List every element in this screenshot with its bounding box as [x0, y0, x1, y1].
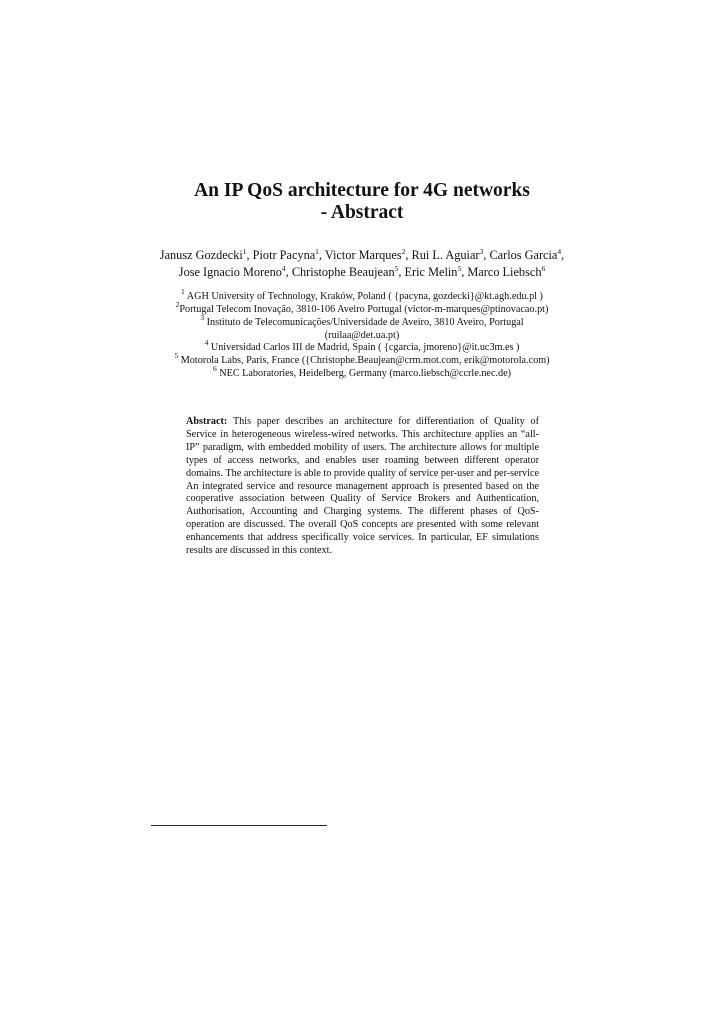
- affiliation-3: [120, 313, 604, 329]
- affiliation-1: [120, 287, 604, 303]
- author-affiliation-mark: 5: [457, 264, 462, 273]
- affiliation-6: [120, 364, 604, 380]
- affiliation-text: AGH University of Technology, Kraków, Poland ( {pacyna, gozdecki}@kt.agh.edu.pl ): [186, 291, 543, 302]
- author-separator: ,: [405, 248, 412, 262]
- affiliation-text: Portugal Telecom Inovação, 3810-106 Aveiro Portugal (victor-m-marques@ptinovacao.pt): [179, 304, 549, 315]
- author-affiliation-mark: 4: [557, 247, 562, 256]
- abstract-text: This paper describes an architecture for differentiation of Quality of Service in heterogeneous wireless-wired networks. This architecture applies an “all-IP” paradigm, with embedded mobility of users. The architecture allows for multiple types of access networks, and enables user roaming between different operator domains. The architecture is able to provide quality of service per-user and per-service An integrated service and resource management approach is presented based on the cooperative association between Quality of Service Brokers and Authentication, Authorisation, Accounting and Charging systems. The different phases of QoS-operation are discussed. The overall QoS concepts are presented with some relevant enhancements that address specifically voice services. In particular, EF simulations results are discussed in this context.: [186, 416, 539, 557]
- abstract-label: Abstract:: [186, 416, 228, 427]
- author-name: Rui L. Aguiar: [411, 248, 480, 262]
- author-separator: ,: [285, 265, 292, 279]
- affiliation-mark: 1: [181, 287, 185, 296]
- author-name: Janusz Gozdecki: [159, 248, 243, 262]
- affiliation-text: Instituto de Telecomunicações/Universidade de Aveiro, 3810 Aveiro, Portugal: [206, 317, 524, 328]
- author-separator: ,: [318, 248, 325, 262]
- affiliation-mark: 3: [200, 313, 205, 322]
- affiliation-4: [120, 338, 604, 354]
- author-name: Eric Melin: [404, 265, 458, 279]
- author-name: Marco Liebsch: [467, 265, 542, 279]
- author-name: Christophe Beaujean: [291, 265, 395, 279]
- author-name: Victor Marques: [324, 248, 402, 262]
- author-affiliation-mark: 2: [401, 247, 406, 256]
- affiliation-mark: 2: [175, 300, 180, 309]
- author-affiliation-mark: 1: [315, 247, 319, 256]
- affiliation-text: Motorola Labs, Paris, France ({Christophe.Beaujean@crm.mot.com, erik@motorola.com): [180, 355, 550, 366]
- author-affiliation-mark: 4: [281, 264, 286, 273]
- footnote-divider: [151, 825, 327, 826]
- author-affiliation-mark: 3: [479, 247, 484, 256]
- author-name: Piotr Pacyna: [252, 248, 316, 262]
- author-separator: ,: [561, 248, 565, 262]
- author-separator: ,: [398, 265, 405, 279]
- authors-line-2: [140, 264, 584, 280]
- affiliation-text: (ruilaa@det.ua.pt): [324, 330, 400, 341]
- affiliation-mark: 4: [204, 338, 209, 347]
- authors-line-1: [140, 247, 584, 263]
- affiliation-text: Universidad Carlos III de Madrid, Spain ( {cgarcia, jmoreno}@it.uc3m.es ): [210, 342, 520, 353]
- paper-title-line-1: An IP QoS architecture for 4G networks: [194, 180, 530, 201]
- affiliation-mark: 5: [174, 351, 179, 360]
- abstract-paragraph: [186, 416, 539, 558]
- author-separator: ,: [246, 248, 253, 262]
- paper-title-line-2: - Abstract: [320, 202, 404, 223]
- affiliation-text: NEC Laboratories, Heidelberg, Germany (marco.liebsch@ccrle.nec.de): [219, 368, 512, 379]
- author-affiliation-mark: 1: [242, 247, 247, 256]
- author-separator: ,: [483, 248, 490, 262]
- author-separator: ,: [461, 265, 468, 279]
- author-name: Carlos Garcia: [489, 248, 558, 262]
- author-affiliation-mark: 5: [394, 264, 399, 273]
- affiliation-2: [120, 300, 604, 316]
- affiliation-mark: 6: [212, 364, 217, 373]
- author-name: Jose Ignacio Moreno: [178, 265, 282, 279]
- affiliation-5: [120, 351, 604, 367]
- author-affiliation-mark: 6: [541, 264, 546, 273]
